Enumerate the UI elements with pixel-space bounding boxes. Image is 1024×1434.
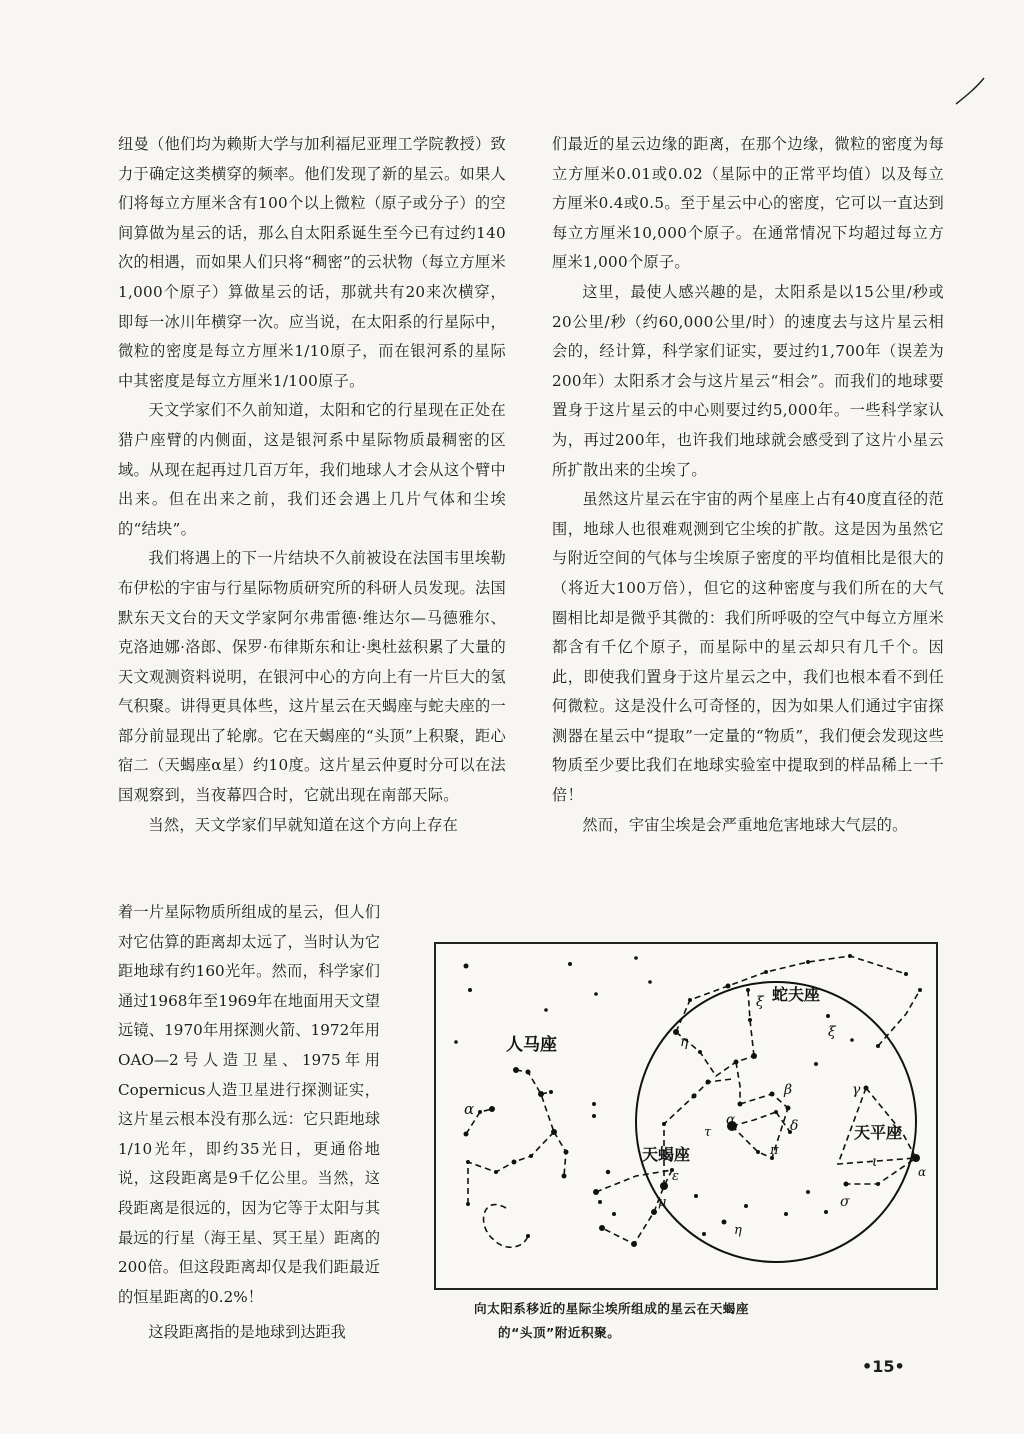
- paragraph: 这里，最使人感兴趣的是，太阳系是以15公里/秒或20公里/秒（约60,000公里/时）的速度去与这片星云相会的，经计算，科学家们证实，要过约1,700年（误差为200年）太阳系才会与这片星云“相会”。而我们的地球要置身于这片星云的中心则要过约5,000年。一些科学家认为，再过200年，也许我们地球就会感受到了这片小星云所扩散出来的尘埃了。: [552, 282, 944, 479]
- greek-eta: η: [680, 1034, 689, 1050]
- greek-epsilon: ε: [672, 1169, 679, 1184]
- greek-xi: ξ: [828, 1024, 836, 1040]
- page-number: •15•: [862, 1357, 905, 1376]
- pen-mark-icon: [952, 74, 988, 114]
- greek-xi: ξ: [756, 994, 764, 1010]
- greek-pi: π: [770, 1143, 779, 1158]
- greek-tau: τ: [704, 1125, 712, 1140]
- greek-mu: μ: [658, 1195, 667, 1210]
- nebula-circle: [636, 982, 916, 1262]
- wrap-text: [118, 898, 380, 1312]
- paragraph: 当然，天文学家们早就知道在这个方向上存在: [148, 815, 459, 834]
- figure-caption: 向太阳系移近的星际尘埃所组成的星云在天蝎座: [474, 1301, 749, 1316]
- greek-iota: ι: [872, 1154, 878, 1170]
- label-libra: 天平座: [854, 1123, 903, 1142]
- greek-gamma: γ: [852, 1082, 861, 1098]
- paragraph: 们最近的星云边缘的距离，在那个边缘，微粒的密度为每立方厘米0.01或0.02（星际中的正常平均值）以及每立方厘米0.4或0.5。至于星云中心的密度，它可以一直达到每立方厘米10,000个原子。在通常情况下均超过每立方厘米1,000个原子。: [552, 135, 944, 272]
- right-column: [552, 130, 944, 840]
- paragraph: 我们将遇上的下一片结块不久前被设在法国韦里埃勒布伊松的宇宙与行星际物质研究所的科研人员发现。法国默东天文台的天文学家阿尔弗雷德·维达尔—马德雅尔、克洛迪娜·洛郎、保罗·布律斯东和让·奥杜兹积累了大量的天文观测资料说明，在银河中心的方向上有一片巨大的氢气积聚。讲得更具体些，这片星云在天蝎座与蛇夫座的一部分前显现出了轮廓。它在天蝎座的“头顶”上积聚，距心宿二（天蝎座α星）约10度。这片星云仲夏时分可以在法国观察到，当夜幕四合时，它就出现在南部天际。: [118, 549, 506, 805]
- paragraph: 这段距离指的是地球到达距我: [148, 1323, 346, 1341]
- sagittarius-lines: [466, 1070, 566, 1247]
- star-chart-figure: [434, 942, 938, 1290]
- paragraph: 纽曼（他们均为赖斯大学与加利福尼亚理工学院教授）致力于确定这类横穿的频率。他们发现了新的星云。如果人们将每立方厘米含有100个以上微粒（原子或分子）的空间算做为星云的话，那么自太阳系诞生至今已有过约140次的相遇，而如果人们只将“稠密”的云状物（每立方厘米1,000个原子）算做星云的话，那就共有20来次横穿，即每一冰川年横穿一次。应当说，在太阳系的行星际中，微粒的密度是每立方厘米1/10原子，而在银河系的星际中其密度是每立方厘米1/100原子。: [118, 135, 506, 390]
- paragraph: 虽然这片星云在宇宙的两个星座上占有40度直径的范围，地球人也很难观测到它尘埃的扩散。这是因为虽然它与附近空间的气体与尘埃原子密度的平均值相比是很大的（将近大100万倍），但它的这种密度与我们所在的大气圈相比却是微乎其微的：我们所呼吸的空气中每立方厘米都含有千亿个原子，而星际中的星云却只有几千个。因此，即使我们置身于这片星云之中，我们也根本看不到任何微粒。这是没什么可奇怪的，因为如果人们通过宇宙探测器在星云中“提取”一定量的“物质”，我们便会发现这些物质至少要比我们在地球实验室中提取到的样品稀上一千倍！: [552, 490, 944, 805]
- greek-eta: η: [734, 1223, 742, 1238]
- label-sagittarius: 人马座: [506, 1035, 557, 1055]
- greek-alpha: α: [726, 1112, 736, 1128]
- left-column: [118, 130, 506, 840]
- paragraph: 然而，宇宙尘埃是会严重地危害地球大气层的。: [582, 815, 908, 834]
- label-ophiuchus: 蛇夫座: [772, 985, 821, 1004]
- paragraph: 着一片星际物质所组成的星云，但人们对它估算的距离却太远了，当时认为它距地球有约160光年。然而，科学家们通过1968年至1969年在地面用天文望远镜、1970年用探测火箭、1972年用OAO—2号人造卫星、1975年用Copernicus人造卫星进行探测证实，这片星云根本没有那么远：它只距地球1/10光年，即约35光日，更通俗地说，这段距离是9千亿公里。当然，这段距离是很远的，因为它等于太阳与其最远的行星（海王星、冥王星）距离的200倍。但这段距离却仅是我们距最近的恒星距离的0.2%！: [118, 903, 380, 1306]
- greek-sigma: σ: [840, 1194, 850, 1210]
- label-scorpius: 天蝎座: [642, 1145, 691, 1164]
- greek-alpha: α: [464, 1100, 475, 1118]
- greek-delta: δ: [790, 1118, 799, 1134]
- figure-caption: 的“头顶”附近积聚。: [498, 1325, 621, 1340]
- last-line: [118, 1318, 418, 1348]
- paragraph: 天文学家们不久前知道，太阳和它的行星现在正处在猎户座臂的内侧面，这是银河系中星际物质最稠密的区域。从现在起再过几百万年，我们地球人才会从这个臂中出来。但在出来之前，我们还会遇上几片气体和尘埃的“结块”。: [118, 401, 506, 538]
- star-chart: [436, 944, 936, 1288]
- greek-beta: β: [784, 1082, 793, 1098]
- greek-alpha: α: [918, 1165, 927, 1179]
